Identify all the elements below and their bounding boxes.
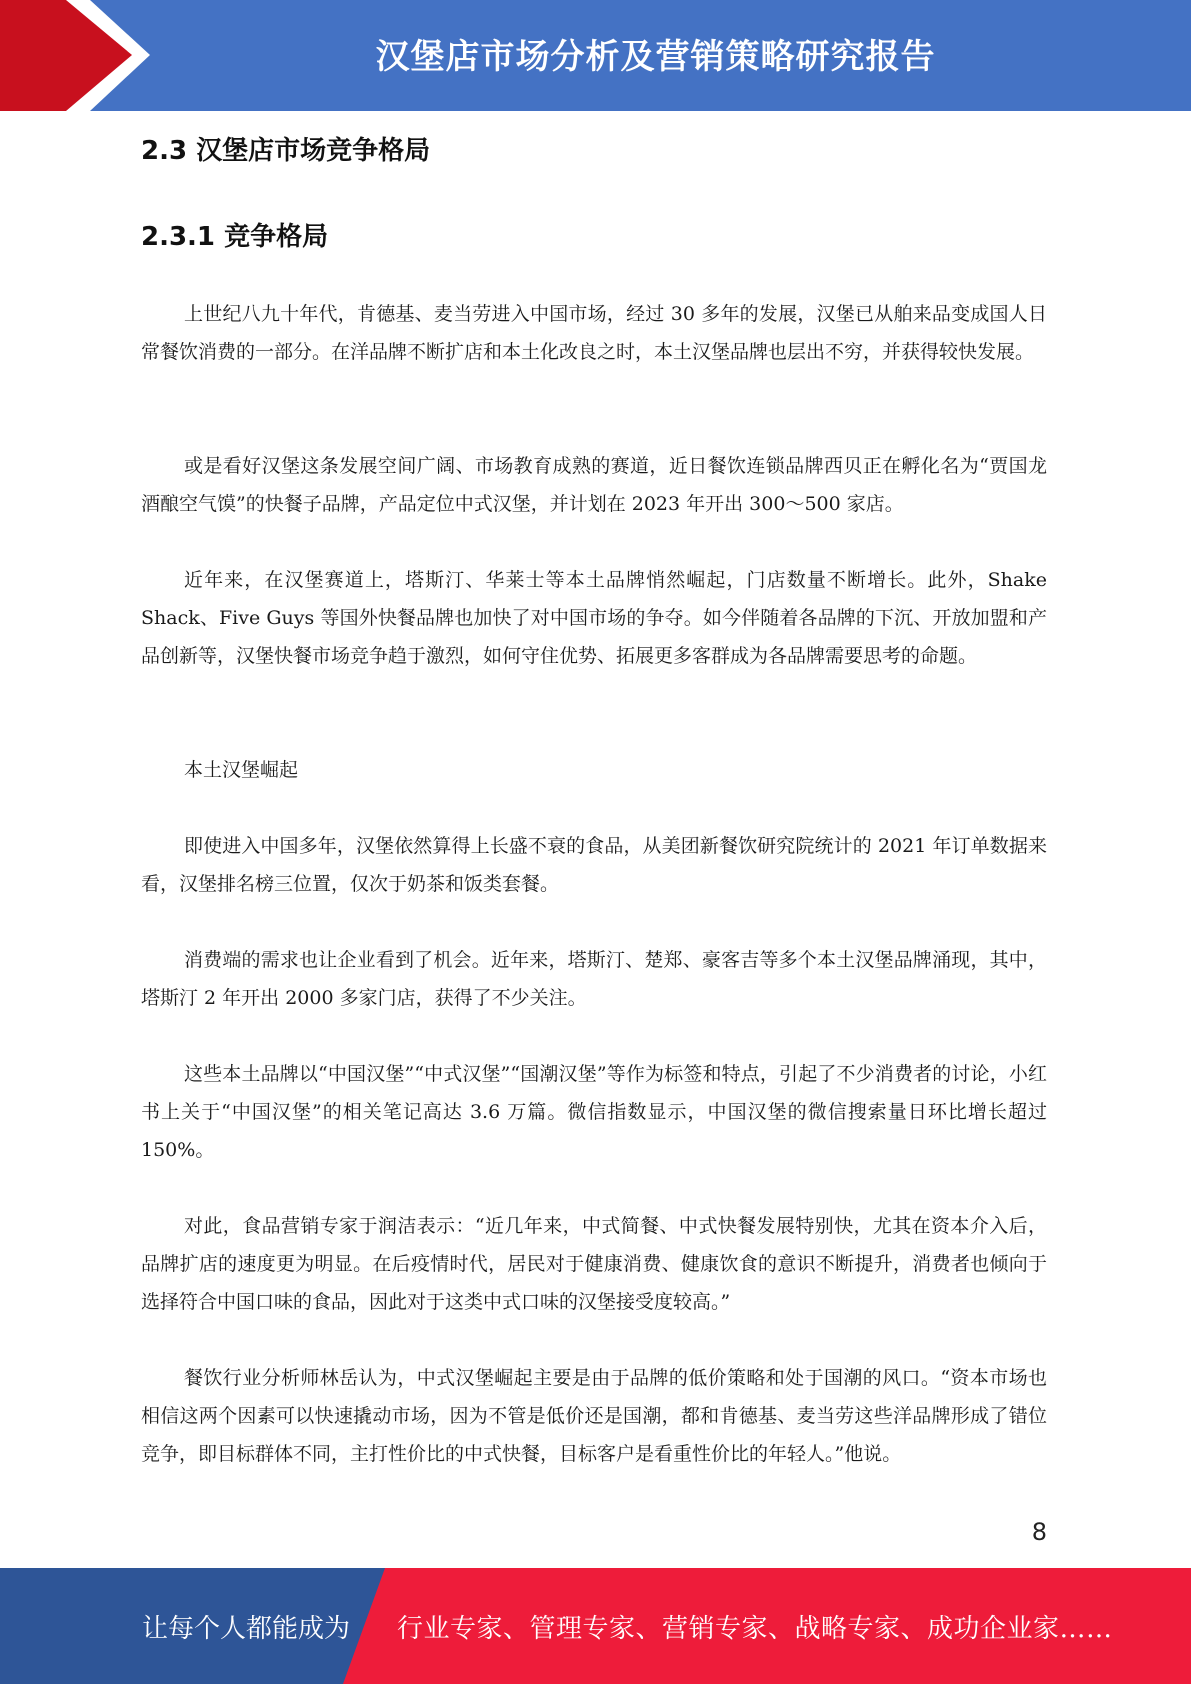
subsection-heading: 2.3.1 竞争格局 bbox=[141, 222, 329, 252]
paragraph-3: 近年来，在汉堡赛道上，塔斯汀、华莱士等本土品牌悄然崛起，门店数量不断增长。此外，Shake Shack、Five Guys 等国外快餐品牌也加快了对中国市场的争夺。如今伴随着各品牌的下沉、开放加盟和产品创新等，汉堡快餐市场竞争趋于激烈，如何守住优势、拓展更多客群成为各品牌需要思考的命题。 bbox=[141, 569, 1047, 667]
footer-slogan-right: 行业专家、管理专家、营销专家、战略专家、成功企业家…… bbox=[397, 1613, 1113, 1644]
page-number: 8 bbox=[1031, 1518, 1047, 1546]
paragraph-6: 消费端的需求也让企业看到了机会。近年来，塔斯汀、楚郑、豪客吉等多个本土汉堡品牌涌现，其中，塔斯汀 2 年开出 2000 多家门店，获得了不少关注。 bbox=[141, 949, 1047, 1009]
paragraph-2: 或是看好汉堡这条发展空间广阔、市场教育成熟的赛道，近日餐饮连锁品牌西贝正在孵化名为“贾国龙酒酿空气馍”的快餐子品牌，产品定位中式汉堡，并计划在 2023 年开出 300～500 家店。 bbox=[141, 455, 1047, 515]
section-heading: 2.3 汉堡店市场竞争格局 bbox=[141, 136, 431, 166]
paragraph-8: 对此，食品营销专家于润洁表示：“近几年来，中式简餐、中式快餐发展特别快，尤其在资本介入后，品牌扩店的速度更为明显。在后疫情时代，居民对于健康消费、健康饮食的意识不断提升，消费者也倾向于选择符合中国口味的食品，因此对于这类中式口味的汉堡接受度较高。” bbox=[141, 1215, 1047, 1313]
paragraph-9: 餐饮行业分析师林岳认为，中式汉堡崛起主要是由于品牌的低价策略和处于国潮的风口。“资本市场也相信这两个因素可以快速撬动市场，因为不管是低价还是国潮，都和肯德基、麦当劳这些洋品牌形成了错位竞争，即目标群体不同，主打性价比的中式快餐，目标客户是看重性价比的年轻人。”他说。 bbox=[141, 1367, 1047, 1465]
footer-slogan-left: 让每个人都能成为 bbox=[142, 1613, 351, 1644]
report-title: 汉堡店市场分析及营销策略研究报告 bbox=[375, 36, 936, 77]
paragraph-subtitle: 本土汉堡崛起 bbox=[184, 759, 299, 781]
header-banner bbox=[0, 0, 1191, 111]
paragraph-1: 上世纪八九十年代，肯德基、麦当劳进入中国市场，经过 30 多年的发展，汉堡已从舶来品变成国人日常餐饮消费的一部分。在洋品牌不断扩店和本土化改良之时，本土汉堡品牌也层出不穷，并获得较快发展。 bbox=[141, 303, 1047, 363]
footer-banner bbox=[0, 1568, 1191, 1684]
paragraph-7: 这些本土品牌以“中国汉堡”“中式汉堡”“国潮汉堡”等作为标签和特点，引起了不少消费者的讨论，小红书上关于“中国汉堡”的相关笔记高达 3.6 万篇。微信指数显示，中国汉堡的微信搜索量日环比增长超过 150%。 bbox=[141, 1063, 1047, 1161]
paragraph-5: 即使进入中国多年，汉堡依然算得上长盛不衰的食品，从美团新餐饮研究院统计的 2021 年订单数据来看，汉堡排名榜三位置，仅次于奶茶和饭类套餐。 bbox=[141, 835, 1047, 895]
